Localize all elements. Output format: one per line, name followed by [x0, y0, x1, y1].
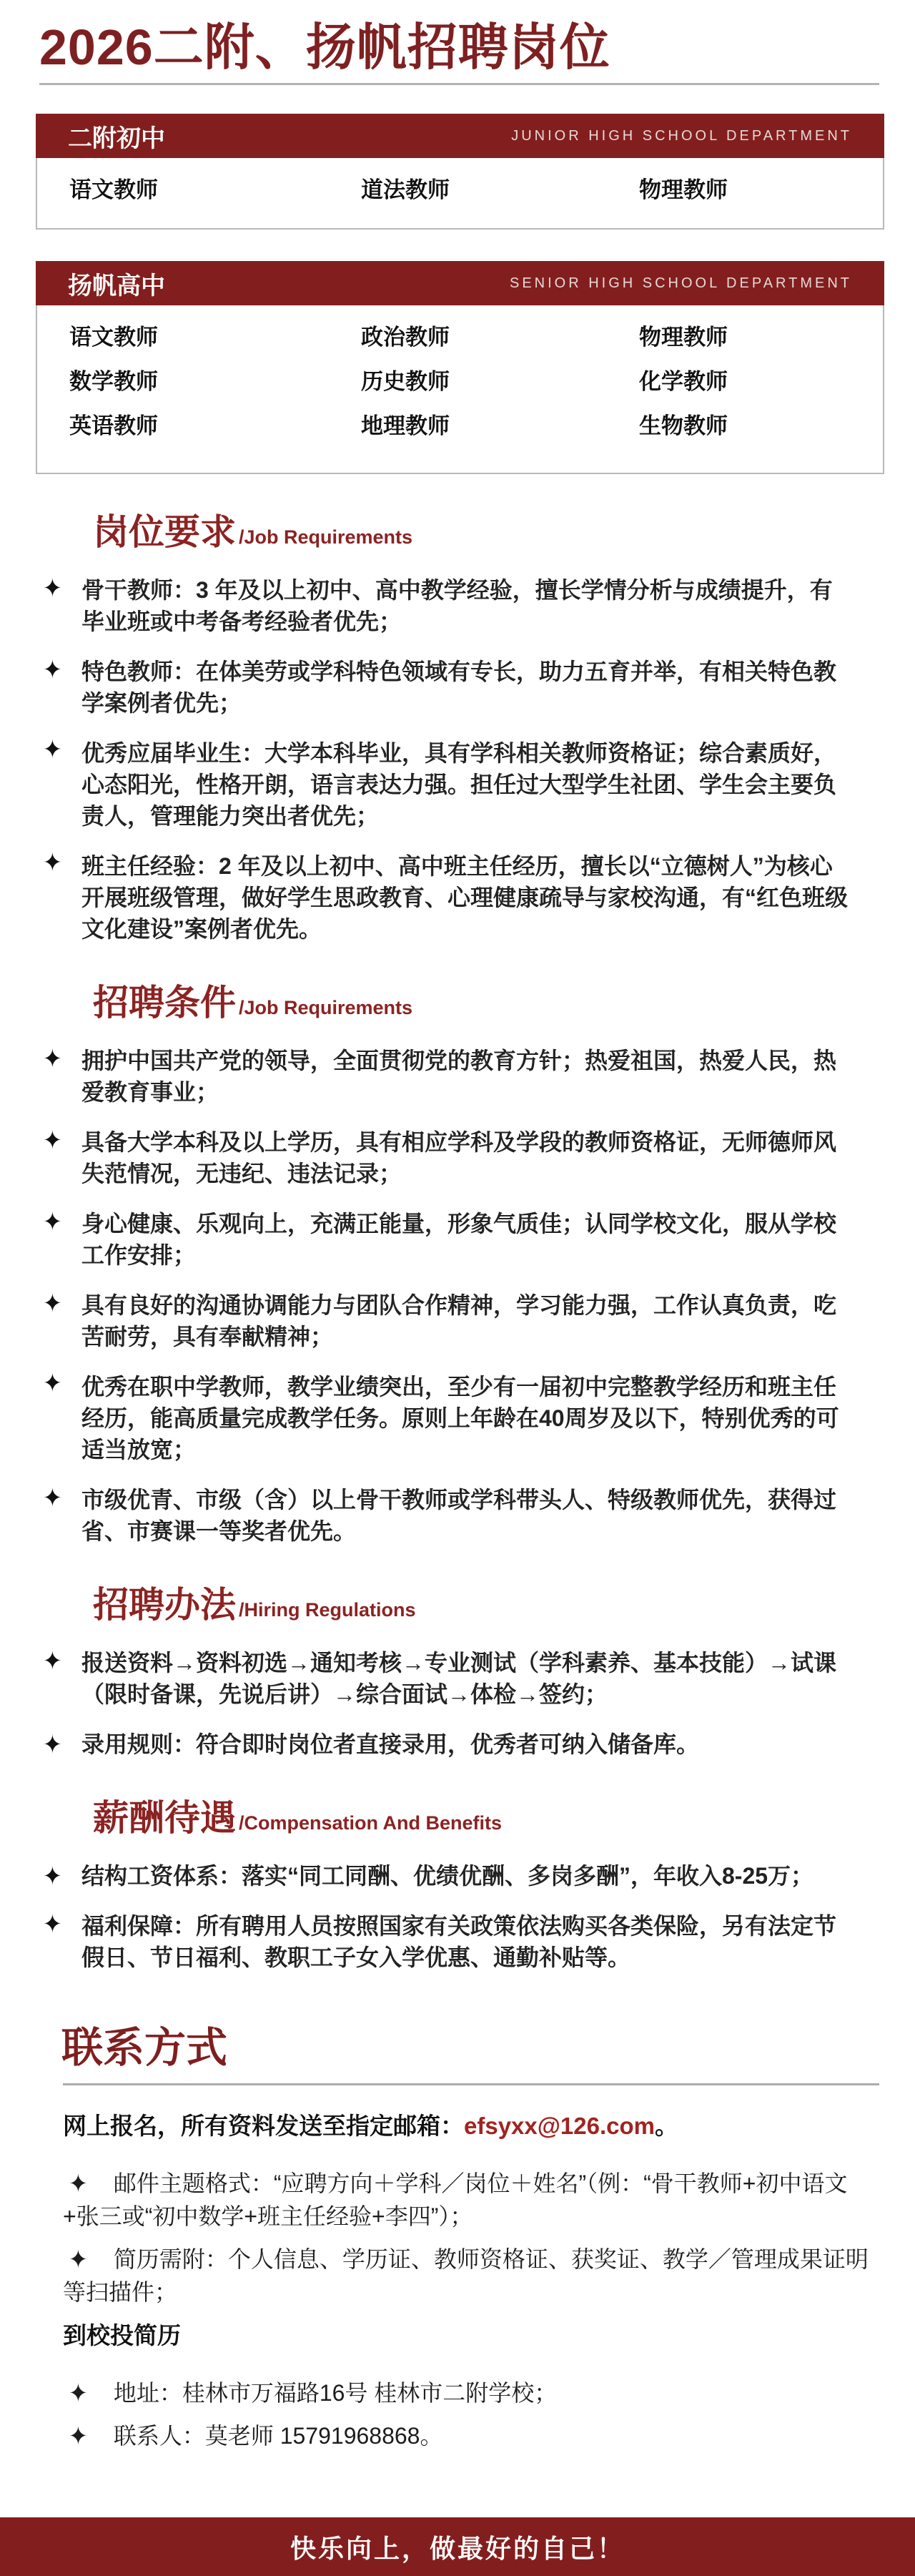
job-position-cell: 道法教师: [361, 177, 450, 202]
bullet-text: 录用规则：符合即时岗位者直接录用，优秀者可纳入储备库。: [81, 1731, 700, 1757]
senior-high-table-body: [36, 305, 884, 474]
list-item: [63, 2376, 872, 2409]
junior-high-table-header: [36, 114, 884, 158]
section-title-en: /Hiring Regulations: [239, 1599, 416, 1621]
four-pointed-star-icon: ✦: [43, 734, 62, 764]
four-pointed-star-icon: ✦: [43, 847, 62, 877]
job-position-cell: 地理教师: [361, 413, 450, 438]
list-item: [43, 656, 849, 719]
footer-bar: [0, 2517, 915, 2576]
bullet-text: 拥护中国共产党的领导，全面贯彻党的教育方针；热爱祖国，热爱人民，热爱教育事业；: [81, 1048, 837, 1105]
hiring-conditions-list: [0, 1045, 915, 1547]
contact-divider: [63, 2083, 879, 2085]
job-position-cell: 语文教师: [69, 325, 158, 350]
list-item: [43, 1729, 849, 1760]
list-item: [43, 1368, 849, 1465]
hiring-regulations-list: [0, 1647, 915, 1760]
four-pointed-star-icon: ✦: [69, 2378, 88, 2408]
section-title-en: /Job Requirements: [239, 997, 413, 1018]
section-heading-hiring-conditions: [93, 983, 879, 1022]
list-item: [63, 2167, 872, 2233]
bullet-text: 优秀应届毕业生：大学本科毕业，具有学科相关教师资格证；综合素质好，心态阳光，性格开朗，语言表达力强。担任过大型学生社团、学生会主要负责人，管理能力突出者优先；: [81, 740, 837, 829]
application-email[interactable]: efsyxx@126.com: [464, 2113, 656, 2139]
bullet-text: 具备大学本科及以上学历，具有相应学科及学段的教师资格证，无师德师风失范情况，无违纪、违法记录；: [81, 1129, 837, 1186]
contact-person-text: 联系人：莫老师 15791968868。: [113, 2423, 443, 2449]
section-heading-compensation: [93, 1799, 879, 1837]
list-item: [43, 1045, 849, 1108]
bullet-text: 福利保障：所有聘用人员按照国家有关政策依法购买各类保险，另有法定节假日、节日福利、教职工子女入学优惠、通勤补贴等。: [81, 1913, 837, 1970]
four-pointed-star-icon: ✦: [69, 2244, 88, 2274]
four-pointed-star-icon: ✦: [69, 2168, 88, 2198]
bullet-text: 具有良好的沟通协调能力与团队合作精神，学习能力强，工作认真负责，吃苦耐劳，具有奉献精神；: [81, 1292, 837, 1350]
list-item: [43, 574, 849, 637]
contact-intro-suffix: 。: [655, 2113, 679, 2139]
job-position-cell: 历史教师: [361, 369, 450, 394]
job-position-cell: 化学教师: [639, 369, 728, 394]
four-pointed-star-icon: ✦: [43, 1483, 62, 1513]
list-item: [63, 2419, 872, 2452]
bullet-text: 结构工资体系：落实“同工同酬、优绩优酬、多岗多酬”，年收入8-25万；: [81, 1863, 814, 1889]
section-title-zh: 招聘条件: [93, 983, 236, 1023]
four-pointed-star-icon: ✦: [43, 1909, 62, 1939]
bullet-text: 骨干教师：3 年及以上初中、高中教学经验，擅长学情分析与成绩提升，有毕业班或中考备考经验者优先；: [81, 577, 833, 634]
section-heading-job-requirements: [93, 513, 879, 551]
section-title-en: /Job Requirements: [239, 526, 413, 548]
list-item: [43, 1208, 849, 1271]
list-item: [43, 1289, 849, 1352]
bullet-text: 身心健康、乐观向上，充满正能量，形象气质佳；认同学校文化，服从学校工作安排；: [81, 1211, 837, 1268]
list-item: [43, 734, 849, 832]
four-pointed-star-icon: ✦: [43, 1861, 62, 1891]
job-position-cell: 物理教师: [639, 325, 728, 350]
list-item: [63, 2243, 872, 2309]
junior-high-title-zh: 二附初中: [68, 124, 165, 152]
bullet-text: 邮件主题格式：“应聘方向＋学科／岗位＋姓名”（例：“骨干教师+初中语文+张三或“初中数学+班主任经验+李四”）；: [63, 2171, 848, 2229]
address-text: 地址：桂林市万福路16号 桂林市二附学校；: [113, 2380, 558, 2406]
senior-high-title-en: SENIOR HIGH SCHOOL DEPARTMENT: [509, 275, 852, 291]
bullet-text: 班主任经验：2 年及以上初中、高中班主任经历，擅长以“立德树人”为核心开展班级管理，做好学生思政教育、心理健康疏导与家校沟通，有“红色班级文化建设”案例者优先。: [81, 853, 849, 942]
bullet-text: 市级优青、市级（含）以上骨干教师或学科带头人、特级教师优先，获得过省、市赛课一等奖者优先。: [81, 1487, 837, 1544]
list-item: [43, 1860, 849, 1892]
senior-high-table-header: [36, 261, 884, 305]
contact-section-title: 联系方式: [61, 2025, 228, 2071]
table-row: [69, 168, 851, 212]
section-title-zh: 招聘办法: [93, 1585, 236, 1625]
online-application-line: [63, 2109, 872, 2143]
four-pointed-star-icon: ✦: [43, 1729, 62, 1759]
bullet-text: 特色教师：在体美劳或学科特色领域有专长，助力五育并举，有相关特色教学案例者优先；: [81, 659, 837, 716]
title-divider: [39, 83, 879, 85]
four-pointed-star-icon: ✦: [43, 1044, 62, 1073]
junior-high-table-body: [36, 158, 884, 230]
job-position-cell: 语文教师: [69, 177, 158, 202]
list-item: [43, 1910, 849, 1973]
table-row: [69, 404, 851, 448]
job-position-cell: 生物教师: [639, 413, 728, 438]
page-title: 2026二附、扬帆招聘岗位: [39, 19, 610, 75]
list-item: [43, 1484, 849, 1547]
job-position-cell: 英语教师: [69, 413, 158, 438]
four-pointed-star-icon: ✦: [43, 1126, 62, 1155]
footer-slogan: 快乐向上，做最好的自己！: [290, 2533, 625, 2563]
contact-block: [63, 2109, 872, 2452]
section-title-zh: 薪酬待遇: [93, 1798, 236, 1838]
junior-high-table: [36, 114, 884, 230]
list-item: [43, 1647, 849, 1710]
junior-high-title-en: JUNIOR HIGH SCHOOL DEPARTMENT: [511, 127, 852, 144]
section-title-zh: 岗位要求: [93, 512, 236, 552]
four-pointed-star-icon: ✦: [43, 1368, 62, 1397]
section-heading-hiring-regulations: [93, 1586, 879, 1624]
four-pointed-star-icon: ✦: [69, 2421, 88, 2451]
job-position-cell: 数学教师: [69, 369, 158, 394]
contact-intro-prefix: 网上报名，所有资料发送至指定邮箱：: [63, 2113, 464, 2139]
four-pointed-star-icon: ✦: [43, 574, 62, 603]
senior-high-title-zh: 扬帆高中: [68, 272, 165, 300]
four-pointed-star-icon: ✦: [43, 655, 62, 684]
table-row: [69, 315, 851, 360]
four-pointed-star-icon: ✦: [43, 1207, 62, 1237]
compensation-list: [0, 1860, 915, 1973]
walkin-resume-label: 到校投简历: [63, 2322, 181, 2349]
four-pointed-star-icon: ✦: [43, 1646, 62, 1676]
bullet-text: 简历需附：个人信息、学历证、教师资格证、获奖证、教学／管理成果证明等扫描件；: [63, 2246, 869, 2305]
job-requirements-list: [0, 574, 915, 945]
bullet-text: 优秀在职中学教师，教学业绩突出，至少有一届初中完整教学经历和班主任经历，能高质量完成教学任务。原则上年龄在40周岁及以下，特别优秀的可适当放宽；: [81, 1374, 839, 1462]
table-row: [69, 360, 851, 404]
job-position-cell: 物理教师: [639, 177, 728, 202]
section-title-en: /Compensation And Benefits: [239, 1812, 503, 1834]
list-item: [43, 847, 849, 945]
bullet-text: 报送资料→资料初选→通知考核→专业测试（学科素养、基本技能）→试课（限时备课，先说后讲）→综合面试→体检→签约；: [81, 1650, 837, 1707]
job-position-cell: 政治教师: [361, 325, 450, 350]
list-item: [43, 1126, 849, 1189]
senior-high-table: [36, 261, 884, 474]
four-pointed-star-icon: ✦: [43, 1289, 62, 1318]
